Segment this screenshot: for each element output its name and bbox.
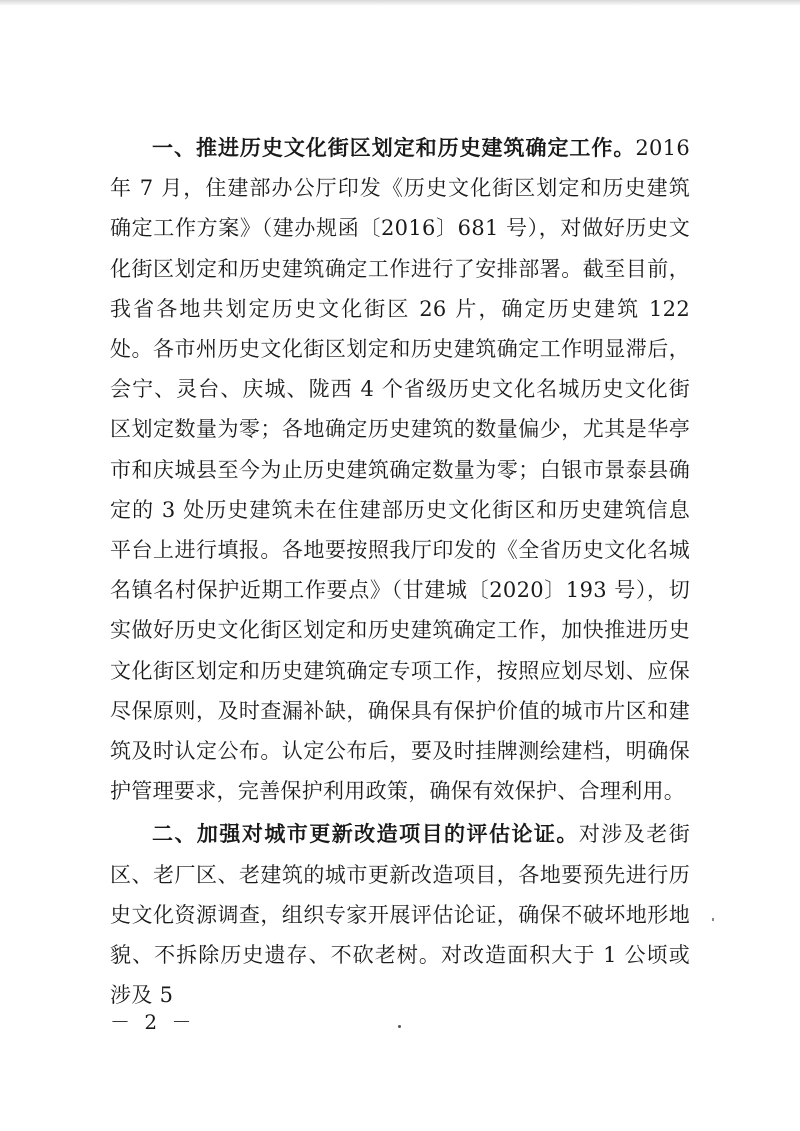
page-number: － 2 － <box>110 1010 196 1034</box>
section-heading-2: 二、加强对城市更新改造项目的评估论证。 <box>152 821 579 847</box>
paragraph-urban-renewal <box>110 814 690 1015</box>
section-heading-1: 一、推进历史文化街区划定和历史建筑确定工作。 <box>152 135 636 160</box>
paragraph-historic-districts <box>110 128 690 811</box>
paragraph-body-1: 2016 年 7 月，住建部办公厅印发《历史文化街区划定和历史建筑确定工作方案》（建办规函〔2016〕681 号），对做好历史文化街区划定和历史建筑确定工作进行了安排部署。截至目前，我省各地共划定历史文化街区 26 片，确定历史建筑 122 处。各市州历史文化街区划定和历史建筑确定工作明显滞后，会宁、灵台、庆城、陇西 4 个省级历史文化名城历史文化街区划定数量为零；各地确定历史建筑的数量偏少，尤其是华亭市和庆城县至今为止历史建筑确定数量为零；白银市景泰县确定的 3 处历史建筑未在住建部历史文化街区和历史建筑信息平台上进行填报。各地要按照我厅印发的《全省历史文化名城名镇名村保护近期工作要点》（甘建城〔2020〕193 号），切实做好历史文化街区划定和历史建筑确定工作，加快推进历史文化街区划定和历史建筑确定专项工作，按照应划尽划、应保尽保原则，及时查漏补缺，确保具有保护价值的城市片区和建筑及时认定公布。认定公布后，要及时挂牌测绘建档，明确保护管理要求，完善保护利用政策，确保有效保护、合理利用。 <box>110 136 690 804</box>
paragraph-body-2: 对涉及老街区、老厂区、老建筑的城市更新改造项目，各地要预先进行历史文化资源调查，组织专家开展评估论证，确保不破坏地形地貌、不拆除历史遗存、不砍老树。对改造面积大于 1 公顷或涉及 5 <box>110 822 691 1008</box>
document-page <box>110 128 690 1015</box>
scan-edge <box>0 0 800 6</box>
scan-speck <box>398 1025 401 1028</box>
scan-mark <box>712 918 714 921</box>
